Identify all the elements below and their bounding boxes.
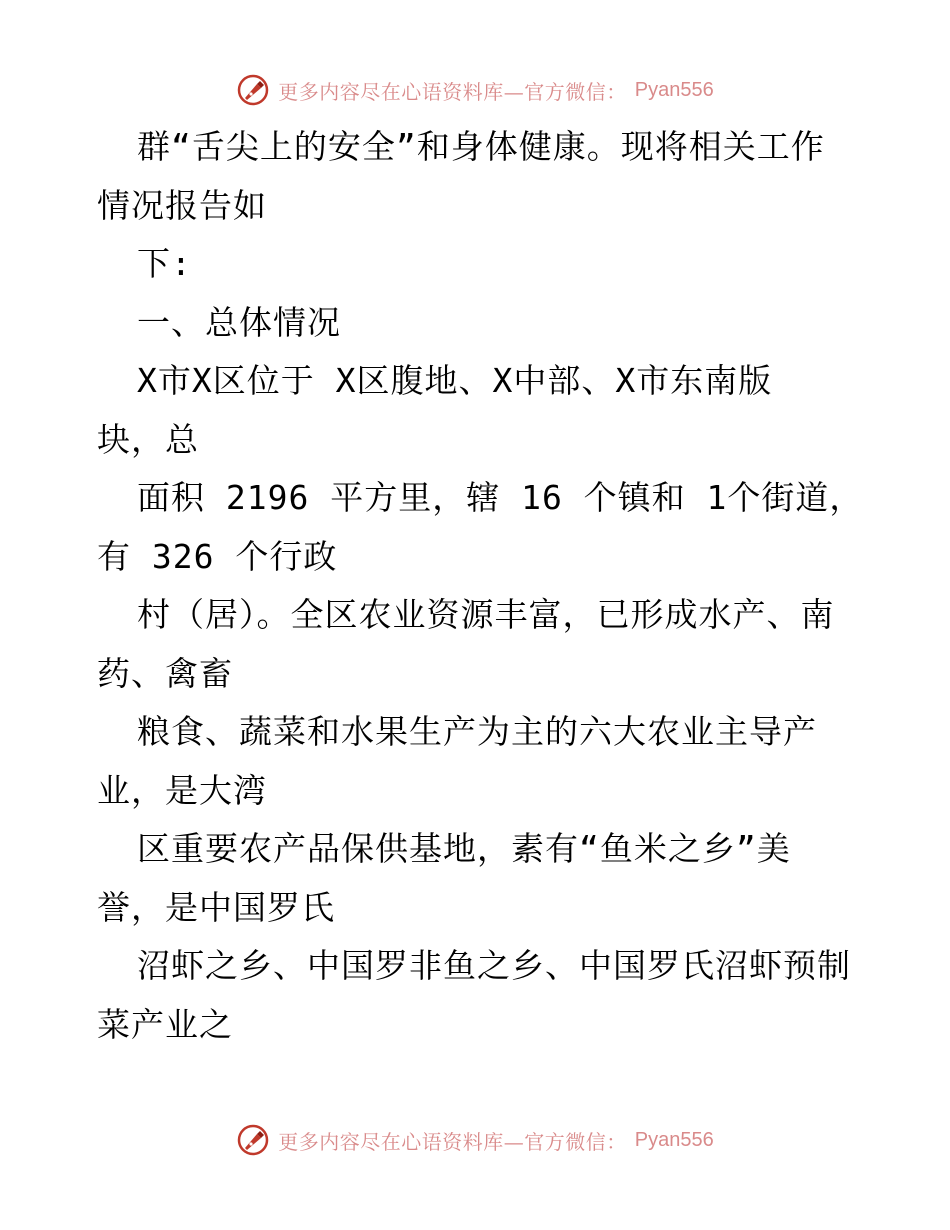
text-line: 情况报告如 <box>97 185 267 225</box>
footer-banner <box>0 1120 950 1160</box>
text-line: X市X区位于 X区腹地、X中部、X市东南版 <box>137 361 773 400</box>
header-banner <box>0 70 950 110</box>
pen-nib-logo-icon <box>236 73 270 107</box>
banner-text: 更多内容尽在心语资料库—官方微信： <box>278 79 627 104</box>
document-body <box>97 118 864 1054</box>
text-line: 药、禽畜 <box>97 653 233 693</box>
banner-text: 更多内容尽在心语资料库—官方微信： <box>278 1129 627 1154</box>
text-line: 村（居）。全区农业资源丰富，已形成水产、南 <box>137 595 835 634</box>
text-line: 面积 2196 平方里，辖 16 个镇和 1个街道， <box>137 478 864 517</box>
text-line: 下: <box>137 244 192 283</box>
text-line: 业，是大湾 <box>97 770 267 810</box>
banner-wechat-id: Pyan556 <box>634 78 714 101</box>
text-line: 沼虾之乡、中国罗非鱼之乡、中国罗氏沼虾预制 <box>137 946 851 985</box>
text-line: 群“舌尖上的安全”和身体健康。现将相关工作 <box>137 127 825 166</box>
banner-wechat-id: Pyan556 <box>634 1128 714 1151</box>
text-line: 菜产业之 <box>97 1004 233 1044</box>
text-line: 誉，是中国罗氏 <box>97 887 335 927</box>
text-line: 一、总体情况 <box>137 302 341 342</box>
text-line: 区重要农产品保供基地，素有“鱼米之乡”美 <box>137 829 791 868</box>
pen-nib-logo-icon <box>236 1123 270 1157</box>
text-line: 有 326 个行政 <box>97 536 338 576</box>
text-line: 粮食、蔬菜和水果生产为主的六大农业主导产 <box>137 712 817 751</box>
text-line: 块，总 <box>97 419 199 459</box>
